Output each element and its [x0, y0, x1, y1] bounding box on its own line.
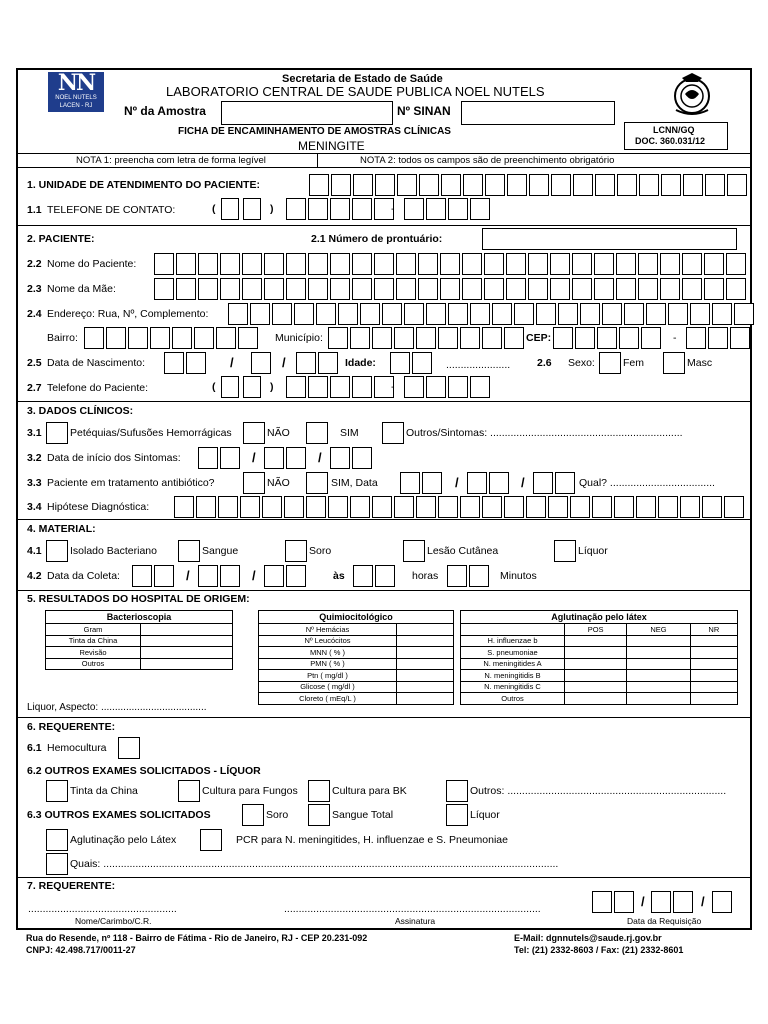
- footer-email: E-Mail: dgnnutels@saude.rj.gov.br: [514, 933, 662, 943]
- cep-label: CEP:: [526, 332, 552, 344]
- sexo-fem-checkbox[interactable]: [599, 352, 621, 374]
- antibiotico-day-cells[interactable]: [400, 472, 444, 494]
- assinatura-label: Assinatura: [395, 916, 436, 926]
- telefone-cells-1[interactable]: [286, 198, 396, 220]
- sangue-total-checkbox[interactable]: [308, 804, 330, 826]
- paciente-ddd-cells[interactable]: [221, 376, 265, 398]
- municipio-cells[interactable]: [328, 327, 526, 349]
- telefone-cells-2[interactable]: [404, 198, 492, 220]
- nascimento-label: Data de Nascimento:: [47, 357, 146, 369]
- antibiotico-label: Paciente em tratamento antibiótico?: [47, 477, 215, 489]
- requisicao-month-cells[interactable]: [651, 891, 695, 913]
- sangue-checkbox[interactable]: [178, 540, 200, 562]
- coleta-minute-cells[interactable]: [447, 565, 491, 587]
- petequias-sim-checkbox[interactable]: [306, 422, 328, 444]
- idade-cells[interactable]: [390, 352, 434, 374]
- paciente-tel-cells-2[interactable]: [404, 376, 492, 398]
- liquor-checkbox[interactable]: [554, 540, 576, 562]
- amostra-label: Nº da Amostra: [124, 104, 206, 118]
- hipotese-label: Hipótese Diagnóstica:: [47, 501, 150, 513]
- quimiocitologico-table: Quimiocitológico Nº Hemácias Nº Leucócitos MNN ( % ) PMN ( % ) Ptn ( mg/dl ) Glicose ( mg/dl ) Cloreto ( mEq/L ): [258, 610, 454, 705]
- endereco-cells[interactable]: [228, 303, 756, 325]
- sexo-label: Sexo:: [568, 357, 595, 369]
- antibiotico-qual: Qual? ....................................: [579, 477, 715, 489]
- sinan-field[interactable]: [461, 101, 615, 125]
- quais-field: Quais: ............................................................................................................................................................: [70, 858, 559, 870]
- nome-paciente-label: Nome do Paciente:: [47, 258, 137, 270]
- nome-carimbo-label: Nome/Carimbo/C.R.: [75, 916, 152, 926]
- section-1-title: 1. UNIDADE DE ATENDIMENTO DO PACIENTE:: [27, 179, 260, 191]
- ficha-title: FICHA DE ENCAMINHAMENTO DE AMOSTRAS CLÍNICAS: [178, 126, 451, 137]
- tinta-china-checkbox[interactable]: [46, 780, 68, 802]
- sexo-masc-checkbox[interactable]: [663, 352, 685, 374]
- petequias-checkbox[interactable]: [46, 422, 68, 444]
- meningite-title: MENINGITE: [298, 139, 365, 153]
- outros-exames-title: 6.3 OUTROS EXAMES SOLICITADOS: [27, 809, 211, 821]
- bairro-label: Bairro:: [47, 332, 78, 344]
- cultura-fungos-checkbox[interactable]: [178, 780, 200, 802]
- section-2-title: 2. PACIENTE:: [27, 233, 95, 245]
- inicio-sintomas-label: Data de início dos Sintomas:: [47, 452, 181, 464]
- secretaria-title: Secretaria de Estado de Saúde: [282, 73, 443, 85]
- data-requisicao-label: Data da Requisição: [627, 916, 702, 926]
- liquor-aspecto: Liquor, Aspecto: ......................................: [27, 702, 207, 713]
- soro-checkbox[interactable]: [285, 540, 307, 562]
- footer-address: Rua do Resende, nº 118 - Bairro de Fátima - Rio de Janeiro, RJ - CEP 20.231-092: [26, 933, 368, 943]
- outros-exames-checkbox[interactable]: [446, 780, 468, 802]
- bacterioscopia-table: Bacterioscopia Gram Tinta da China Revisão Outros: [45, 610, 233, 670]
- antibiotico-month-cells[interactable]: [467, 472, 511, 494]
- amostra-field[interactable]: [221, 101, 393, 125]
- section-5-title: 5. RESULTADOS DO HOSPITAL DE ORIGEM:: [27, 593, 250, 605]
- cep-cells-2[interactable]: [686, 327, 752, 349]
- coleta-hour-cells[interactable]: [353, 565, 397, 587]
- cep-cells-1[interactable]: [553, 327, 663, 349]
- cultura-bk-checkbox[interactable]: [308, 780, 330, 802]
- nasc-day-cells[interactable]: [164, 352, 208, 374]
- requisicao-year-cells[interactable]: [712, 891, 734, 913]
- doc-code-box: LCNN/GQ DOC. 360.031/12: [624, 122, 728, 150]
- petequias-label: Petéquias/Sufusões Hemorrágicas: [70, 427, 232, 439]
- lesao-checkbox[interactable]: [403, 540, 425, 562]
- paciente-tel-cells-1[interactable]: [286, 376, 396, 398]
- soro-exame-checkbox[interactable]: [242, 804, 264, 826]
- prontuario-label: 2.1 Número de prontuário:: [311, 233, 443, 245]
- aglutinacao-checkbox[interactable]: [46, 829, 68, 851]
- section-6-title: 6. REQUERENTE:: [27, 721, 116, 733]
- coleta-month-cells[interactable]: [198, 565, 242, 587]
- hemocultura-checkbox[interactable]: [118, 737, 140, 759]
- pcr-checkbox[interactable]: [200, 829, 222, 851]
- section-7-title: 7. REQUERENTE:: [27, 880, 116, 892]
- isolado-checkbox[interactable]: [46, 540, 68, 562]
- nota-2: NOTA 2: todos os campos são de preenchimento obrigatório: [360, 155, 615, 166]
- nome-paciente-cells[interactable]: [154, 253, 748, 275]
- nota-1: NOTA 1: preencha com letra de forma legível: [76, 155, 266, 166]
- nome-mae-label: Nome da Mãe:: [47, 283, 116, 295]
- sinan-label: Nº SINAN: [397, 104, 451, 118]
- ddd-cells[interactable]: [221, 198, 265, 220]
- coleta-day-cells[interactable]: [132, 565, 176, 587]
- prontuario-field[interactable]: [482, 228, 737, 250]
- municipio-label: Município:: [275, 332, 323, 344]
- coleta-year-cells[interactable]: [264, 565, 308, 587]
- coleta-label: Data da Coleta:: [47, 570, 120, 582]
- antibiotico-year-cells[interactable]: [533, 472, 577, 494]
- petequias-nao-checkbox[interactable]: [243, 422, 265, 444]
- footer-cnpj: CNPJ: 42.498.717/0011-27: [26, 945, 136, 955]
- aglutinacao-table: Aglutinação pelo látex POS NEG NR H. influenzae b S. pneumoniae N. meningitides A N. meningitidis B N. meningitidis C Outros: [460, 610, 738, 705]
- footer-tel: Tel: (21) 2332-8603 / Fax: (21) 2332-8601: [514, 945, 684, 955]
- idade-label: Idade:: [345, 357, 376, 369]
- requisicao-day-cells[interactable]: [592, 891, 636, 913]
- nasc-year-cells[interactable]: [296, 352, 340, 374]
- hipotese-cells[interactable]: [174, 496, 746, 518]
- unidade-cells[interactable]: [309, 174, 749, 196]
- bairro-cells[interactable]: [84, 327, 260, 349]
- section-3-title: 3. DADOS CLÍNICOS:: [27, 405, 134, 417]
- outros-sintomas-checkbox[interactable]: [382, 422, 404, 444]
- outros-liquor-title: 6.2 OUTROS EXAMES SOLICITADOS - LÍQUOR: [27, 765, 261, 777]
- antibiotico-sim-checkbox[interactable]: [306, 472, 328, 494]
- antibiotico-nao-checkbox[interactable]: [243, 472, 265, 494]
- sintomas-year-cells[interactable]: [330, 447, 374, 469]
- quais-checkbox[interactable]: [46, 853, 68, 875]
- lab-title: LABORATORIO CENTRAL DE SAUDE PUBLICA NOEL NUTELS: [166, 84, 545, 99]
- sintomas-day-cells[interactable]: [198, 447, 242, 469]
- state-coat-of-arms-icon: [668, 70, 716, 118]
- telefone-contato-label: TELEFONE DE CONTATO:: [47, 204, 176, 216]
- noel-nutels-logo: NN NOEL NUTELS LACEN - RJ: [48, 72, 104, 112]
- telefone-paciente-label: Telefone do Paciente:: [47, 382, 148, 394]
- nasc-month-cells[interactable]: [251, 352, 273, 374]
- outros-sintomas-label: Outros/Sintomas: ..................................................................: [406, 427, 683, 439]
- sintomas-month-cells[interactable]: [264, 447, 308, 469]
- nome-mae-cells[interactable]: [154, 278, 748, 300]
- section-4-title: 4. MATERIAL:: [27, 523, 96, 535]
- liquor-exame-checkbox[interactable]: [446, 804, 468, 826]
- endereco-label: Endereço: Rua, Nº, Complemento:: [47, 308, 209, 320]
